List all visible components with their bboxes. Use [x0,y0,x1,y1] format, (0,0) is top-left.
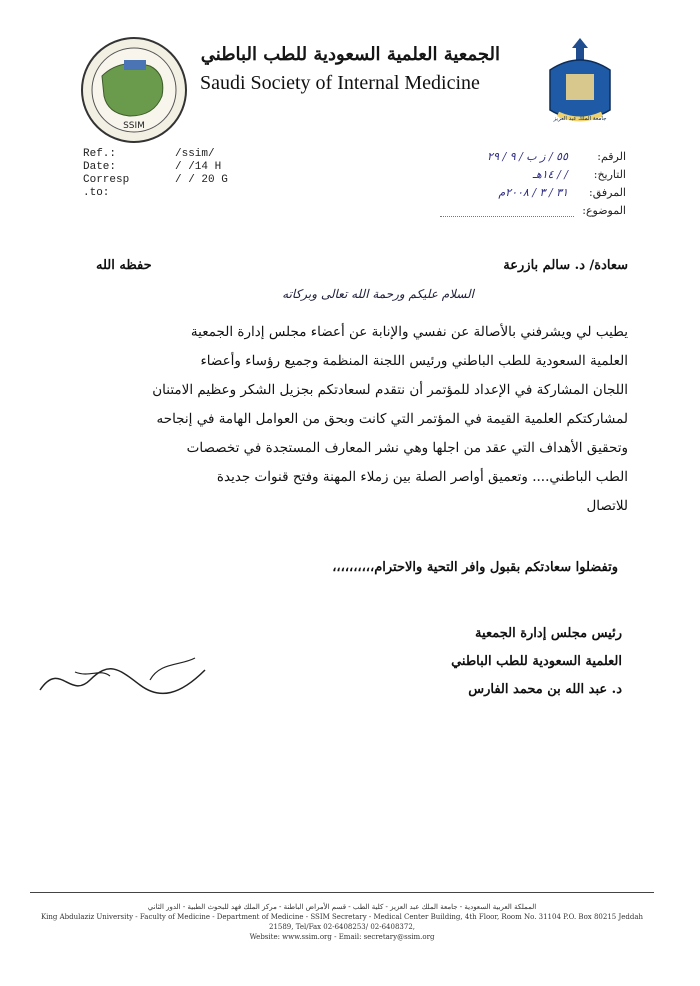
footer-english-1: King Abdulaziz University - Faculty of Medicine - Department of Medicine - SSIM Secretary - Medical Center Building, 4th Floor, Room No. 31104 P.O. Box 80215 Jeddah 21589, Tel/Fax 02-6408253/ 02-6408372, [40,913,644,931]
handwritten-signature [30,650,220,710]
corresp-value: / / 20 G [175,174,228,186]
number-label: الرقم: [597,150,626,163]
body-line: وتحقيق الأهداف التي عقد من اجلها وهي نشر المعارف المستجدة في تخصصات [186,440,628,456]
subject-line [440,204,574,217]
date-label: Date: [83,161,117,173]
recipient-name: سعادة/ د. سالم بازرعة [503,258,628,273]
body-line: الطب الباطني.... وتعميق أواصر الصلة بين زملاء المهنة وفتح قنوات جديدة [216,469,628,485]
signature-title-1: رئيس مجلس إدارة الجمعية [475,626,622,641]
attachment-label: المرفق: [589,186,626,199]
greeting: السلام عليكم ورحمة الله تعالى وبركاته [282,287,474,301]
closing-line: وتفضلوا سعادتكم بقبول وافر التحية والاحترام،،،،،،،،،، [332,560,618,575]
society-name-arabic: الجمعية العلمية السعودية للطب الباطني [200,44,500,65]
number-value: ٥٥ / ز ب / ٩ / ٢٩ [487,150,568,163]
body-line: العلمية السعودية للطب الباطني ورئيس اللجنة المنظمة وجميع رؤساء وأعضاء [200,353,628,369]
body-line: يطيب لي ويشرفني بالأصالة عن نفسي والإنابة عن أعضاء مجلس إدارة الجمعية [190,324,628,340]
society-name-english: Saudi Society of Internal Medicine [200,72,480,94]
body-line: اللجان المشاركة في الإعداد للمؤتمر أن نتقدم لسعادتكم بجزيل الشكر وعظيم الامتنان [152,382,628,398]
ssim-seal-logo [80,36,188,144]
footer-arabic: المملكة العربية السعودية - جامعة الملك عبد العزيز - كلية الطب - قسم الأمراض الباطنة - مركز الملك فهد للبحوث الطبية - الدور الثاني [147,903,537,911]
corresp-label: Corresp .to: [83,174,130,199]
body-line: للاتصال [586,498,628,514]
subject-label: الموضوع: [582,204,626,217]
attachment-value: ٣١ / ٣ / ٢٠٠٨م [498,186,568,199]
ref-value: /ssim/ [175,148,215,160]
ssim-seal-text: SSIM [123,121,145,131]
university-emblem-logo [540,30,620,130]
meta-date-value: / / ١٤هـ [532,168,568,181]
meta-date-label: التاريخ: [593,168,626,181]
signature-title-2: العلمية السعودية للطب الباطني [451,654,622,669]
footer-english-2: Website: www.ssim.org - Email: secretary@ssim.org [249,933,435,941]
ref-label: Ref.: [83,148,117,160]
emblem-caption: جامعة الملك عبد العزيز [553,116,607,122]
letter-body [96,318,628,521]
date-value: / /14 H [175,161,222,173]
reference-block [83,148,228,200]
honorific: حفظه الله [96,258,152,273]
signature-block [312,620,622,704]
footer-contact [30,902,654,942]
meta-block [440,150,626,222]
signature-name: د. عبد الله بن محمد الفارس [468,682,622,697]
footer-divider [30,892,654,893]
body-line: لمشاركتكم العلمية القيمة في المؤتمر التي كانت وبحق من العوامل الهامة في إنجاحه [156,411,628,427]
